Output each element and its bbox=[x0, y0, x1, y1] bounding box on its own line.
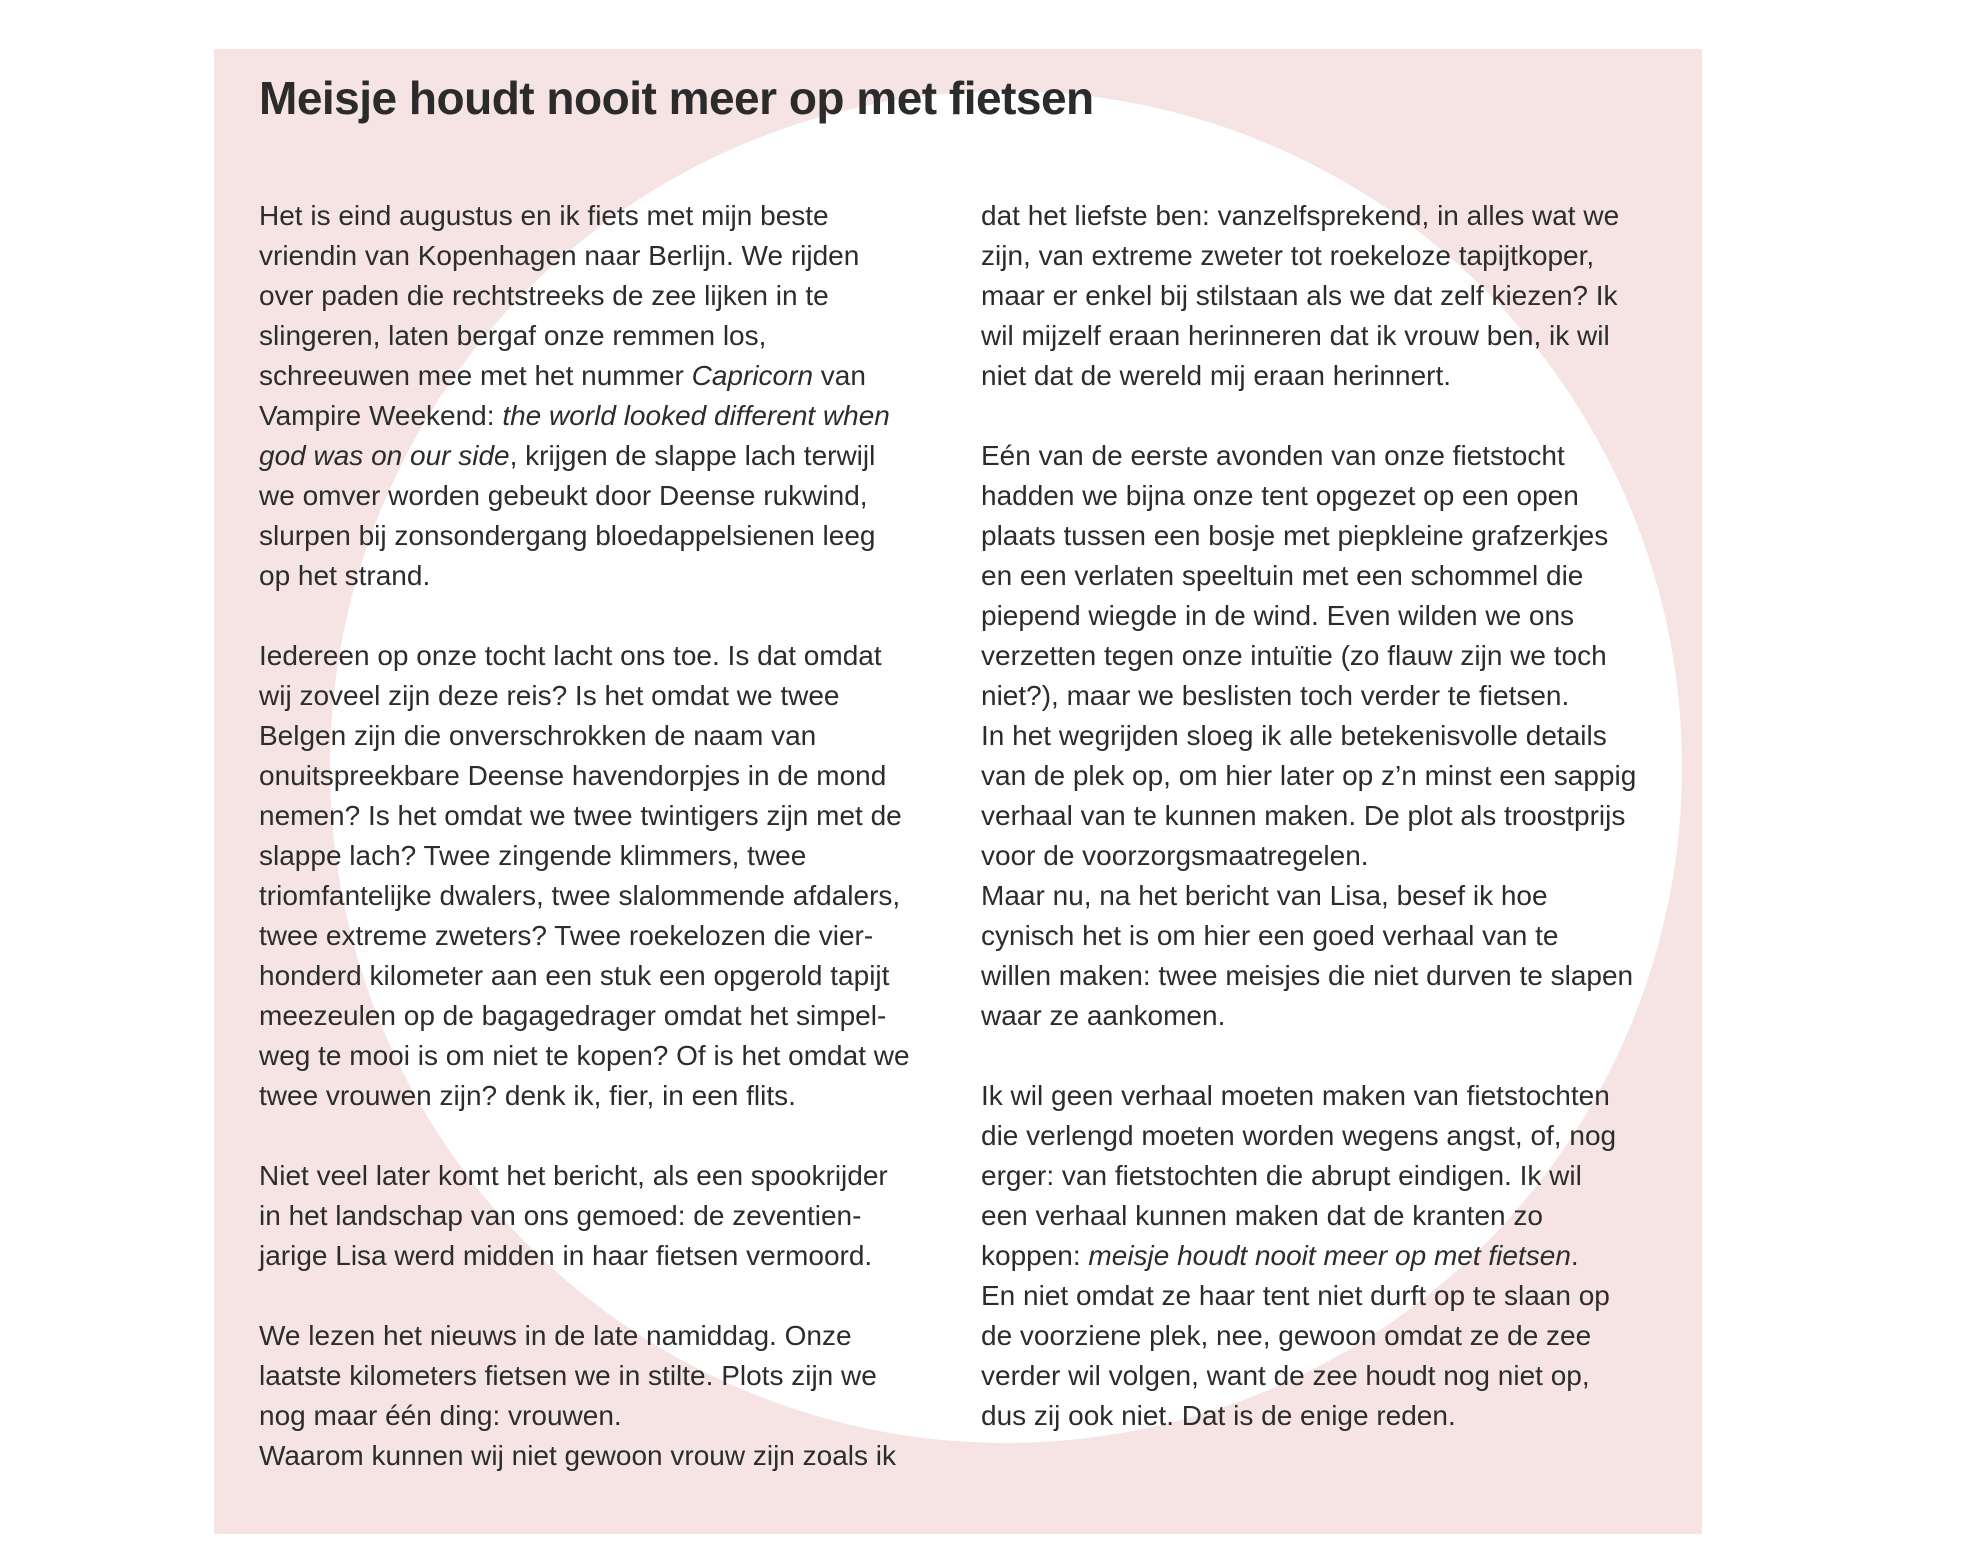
italic-text-segment: meisje houdt nooit meer op met fietsen bbox=[1088, 1240, 1571, 1271]
text-segment: weg te mooi is om niet te kopen? Of is het omdat we bbox=[259, 1040, 910, 1071]
text-line bbox=[259, 276, 949, 316]
italic-text-segment: god was on our side bbox=[259, 440, 510, 471]
text-line bbox=[259, 1436, 949, 1476]
text-line bbox=[259, 1356, 949, 1396]
text-segment: wil mijzelf eraan herinneren dat ik vrouw ben, ik wil bbox=[981, 320, 1610, 351]
text-segment: twee extreme zweters? Twee roekelozen die vier- bbox=[259, 920, 874, 951]
text-line bbox=[981, 796, 1671, 836]
text-segment: een verhaal kunnen maken dat de kranten zo bbox=[981, 1200, 1543, 1231]
text-line bbox=[259, 436, 949, 476]
text-line bbox=[259, 756, 949, 796]
text-segment: op het strand. bbox=[259, 560, 431, 591]
text-line bbox=[259, 1156, 949, 1196]
text-segment: Waarom kunnen wij niet gewoon vrouw zijn zoals ik bbox=[259, 1440, 897, 1471]
text-line bbox=[981, 436, 1671, 476]
text-line bbox=[981, 1116, 1671, 1156]
text-line bbox=[981, 596, 1671, 636]
text-line bbox=[259, 636, 949, 676]
paragraph bbox=[259, 1156, 949, 1276]
text-line bbox=[981, 556, 1671, 596]
text-line bbox=[981, 996, 1671, 1036]
text-line bbox=[981, 1156, 1671, 1196]
text-column-right bbox=[981, 196, 1671, 1476]
text-line bbox=[981, 1356, 1671, 1396]
text-segment: van de plek op, om hier later op z’n minst een sappig bbox=[981, 760, 1637, 791]
text-segment: Iedereen op onze tocht lacht ons toe. Is dat omdat bbox=[259, 640, 882, 671]
text-segment: In het wegrijden sloeg ik alle betekenisvolle details bbox=[981, 720, 1607, 751]
text-segment: hadden we bijna onze tent opgezet op een open bbox=[981, 480, 1579, 511]
text-segment: We lezen het nieuws in de late namiddag. Onze bbox=[259, 1320, 852, 1351]
text-line bbox=[981, 916, 1671, 956]
text-line bbox=[259, 876, 949, 916]
text-line bbox=[259, 1196, 949, 1236]
text-line bbox=[981, 676, 1671, 716]
text-segment: maar er enkel bij stilstaan als we dat zelf kiezen? Ik bbox=[981, 280, 1618, 311]
article-card bbox=[214, 49, 1702, 1534]
text-line bbox=[259, 716, 949, 756]
text-segment: zijn, van extreme zweter tot roekeloze tapijtkoper, bbox=[981, 240, 1595, 271]
text-segment: Ik wil geen verhaal moeten maken van fietstochten bbox=[981, 1080, 1610, 1111]
text-segment: voor de voorzorgsmaatregelen. bbox=[981, 840, 1369, 871]
text-line bbox=[981, 316, 1671, 356]
text-line bbox=[981, 836, 1671, 876]
text-segment: nemen? Is het omdat we twee twintigers zijn met de bbox=[259, 800, 902, 831]
text-segment: piepend wiegde in de wind. Even wilden we ons bbox=[981, 600, 1575, 631]
text-segment: verhaal van te kunnen maken. De plot als troostprijs bbox=[981, 800, 1626, 831]
text-segment: Maar nu, na het bericht van Lisa, besef ik hoe bbox=[981, 880, 1548, 911]
paragraph bbox=[981, 196, 1671, 396]
text-line bbox=[259, 1236, 949, 1276]
text-line bbox=[259, 236, 949, 276]
text-segment: verzetten tegen onze intuïtie (zo flauw zijn we toch bbox=[981, 640, 1607, 671]
text-segment: Vampire Weekend: bbox=[259, 400, 503, 431]
text-segment: jarige Lisa werd midden in haar fietsen vermoord. bbox=[259, 1240, 873, 1271]
text-segment: Niet veel later komt het bericht, als een spookrijder bbox=[259, 1160, 888, 1191]
text-line bbox=[981, 636, 1671, 676]
text-line bbox=[981, 876, 1671, 916]
text-line bbox=[259, 516, 949, 556]
text-segment: we omver worden gebeukt door Deense rukwind, bbox=[259, 480, 868, 511]
text-segment: schreeuwen mee met het nummer bbox=[259, 360, 692, 391]
text-segment: Belgen zijn die onverschrokken de naam van bbox=[259, 720, 817, 751]
paragraph bbox=[259, 1316, 949, 1476]
text-segment: En niet omdat ze haar tent niet durft op te slaan op bbox=[981, 1280, 1610, 1311]
text-segment: die verlengd moeten worden wegens angst, of, nog bbox=[981, 1120, 1617, 1151]
text-segment: koppen: bbox=[981, 1240, 1089, 1271]
text-segment: slingeren, laten bergaf onze remmen los, bbox=[259, 320, 767, 351]
text-segment: dat het liefste ben: vanzelfsprekend, in alles wat we bbox=[981, 200, 1620, 231]
italic-text-segment: the world looked different when bbox=[502, 400, 890, 431]
text-segment: van bbox=[813, 360, 866, 391]
text-line bbox=[259, 956, 949, 996]
italic-text-segment: Capricorn bbox=[691, 360, 814, 391]
text-segment: Het is eind augustus en ik fiets met mijn beste bbox=[259, 200, 829, 231]
text-line bbox=[259, 996, 949, 1036]
text-segment: honderd kilometer aan een stuk een opgerold tapijt bbox=[259, 960, 890, 991]
text-segment: twee vrouwen zijn? denk ik, fier, in een flits. bbox=[259, 1080, 796, 1111]
text-segment: vriendin van Kopenhagen naar Berlijn. We rijden bbox=[259, 240, 860, 271]
text-line bbox=[259, 356, 949, 396]
text-segment: niet dat de wereld mij eraan herinnert. bbox=[981, 360, 1452, 391]
text-line bbox=[259, 1396, 949, 1436]
text-line bbox=[259, 916, 949, 956]
text-line bbox=[259, 556, 949, 596]
text-line bbox=[981, 516, 1671, 556]
text-line bbox=[259, 1036, 949, 1076]
text-segment: wij zoveel zijn deze reis? Is het omdat we twee bbox=[259, 680, 840, 711]
text-segment: willen maken: twee meisjes die niet durven te slapen bbox=[981, 960, 1634, 991]
text-segment: in het landschap van ons gemoed: de zeventien- bbox=[259, 1200, 862, 1231]
text-segment: plaats tussen een bosje met piepkleine grafzerkjes bbox=[981, 520, 1609, 551]
text-segment: Eén van de eerste avonden van onze fietstocht bbox=[981, 440, 1565, 471]
text-line bbox=[259, 836, 949, 876]
text-segment: en een verlaten speeltuin met een schommel die bbox=[981, 560, 1584, 591]
text-line bbox=[259, 796, 949, 836]
text-line bbox=[981, 1276, 1671, 1316]
paragraph bbox=[259, 196, 949, 596]
text-line bbox=[981, 276, 1671, 316]
text-line bbox=[259, 196, 949, 236]
text-line bbox=[981, 956, 1671, 996]
text-line bbox=[981, 716, 1671, 756]
text-line bbox=[981, 1196, 1671, 1236]
paragraph bbox=[259, 636, 949, 1116]
text-segment: over paden die rechtstreeks de zee lijken in te bbox=[259, 280, 829, 311]
text-line bbox=[981, 1236, 1671, 1276]
text-line bbox=[981, 1076, 1671, 1116]
text-line bbox=[981, 236, 1671, 276]
text-segment: . bbox=[1570, 1240, 1579, 1271]
text-segment: verder wil volgen, want de zee houdt nog niet op, bbox=[981, 1360, 1590, 1391]
text-line bbox=[259, 676, 949, 716]
text-line bbox=[259, 1316, 949, 1356]
text-line bbox=[981, 356, 1671, 396]
text-segment: onuitspreekbare Deense havendorpjes in de mond bbox=[259, 760, 887, 791]
text-line bbox=[259, 396, 949, 436]
text-segment: meezeulen op de bagagedrager omdat het simpel- bbox=[259, 1000, 887, 1031]
text-column-left bbox=[259, 196, 949, 1516]
text-line bbox=[259, 476, 949, 516]
text-segment: slurpen bij zonsondergang bloedappelsienen leeg bbox=[259, 520, 876, 551]
text-line bbox=[981, 196, 1671, 236]
text-segment: de voorziene plek, nee, gewoon omdat ze de zee bbox=[981, 1320, 1592, 1351]
text-line bbox=[981, 476, 1671, 516]
text-segment: cynisch het is om hier een goed verhaal van te bbox=[981, 920, 1559, 951]
text-segment: nog maar één ding: vrouwen. bbox=[259, 1400, 622, 1431]
paragraph bbox=[981, 1076, 1671, 1436]
text-segment: laatste kilometers fietsen we in stilte. Plots zijn we bbox=[259, 1360, 877, 1391]
text-line bbox=[981, 1316, 1671, 1356]
text-segment: erger: van fietstochten die abrupt eindigen. Ik wil bbox=[981, 1160, 1582, 1191]
article-title: Meisje houdt nooit meer op met fietsen bbox=[259, 72, 1094, 124]
text-segment: dus zij ook niet. Dat is de enige reden. bbox=[981, 1400, 1456, 1431]
paragraph bbox=[981, 436, 1671, 1036]
text-segment: slappe lach? Twee zingende klimmers, twee bbox=[259, 840, 807, 871]
text-segment: triomfantelijke dwalers, twee slalommende afdalers, bbox=[259, 880, 901, 911]
text-line bbox=[981, 756, 1671, 796]
text-line bbox=[981, 1396, 1671, 1436]
text-segment: , krijgen de slappe lach terwijl bbox=[509, 440, 876, 471]
text-segment: waar ze aankomen. bbox=[981, 1000, 1226, 1031]
text-line bbox=[259, 1076, 949, 1116]
text-line bbox=[259, 316, 949, 356]
text-segment: niet?), maar we beslisten toch verder te fietsen. bbox=[981, 680, 1570, 711]
